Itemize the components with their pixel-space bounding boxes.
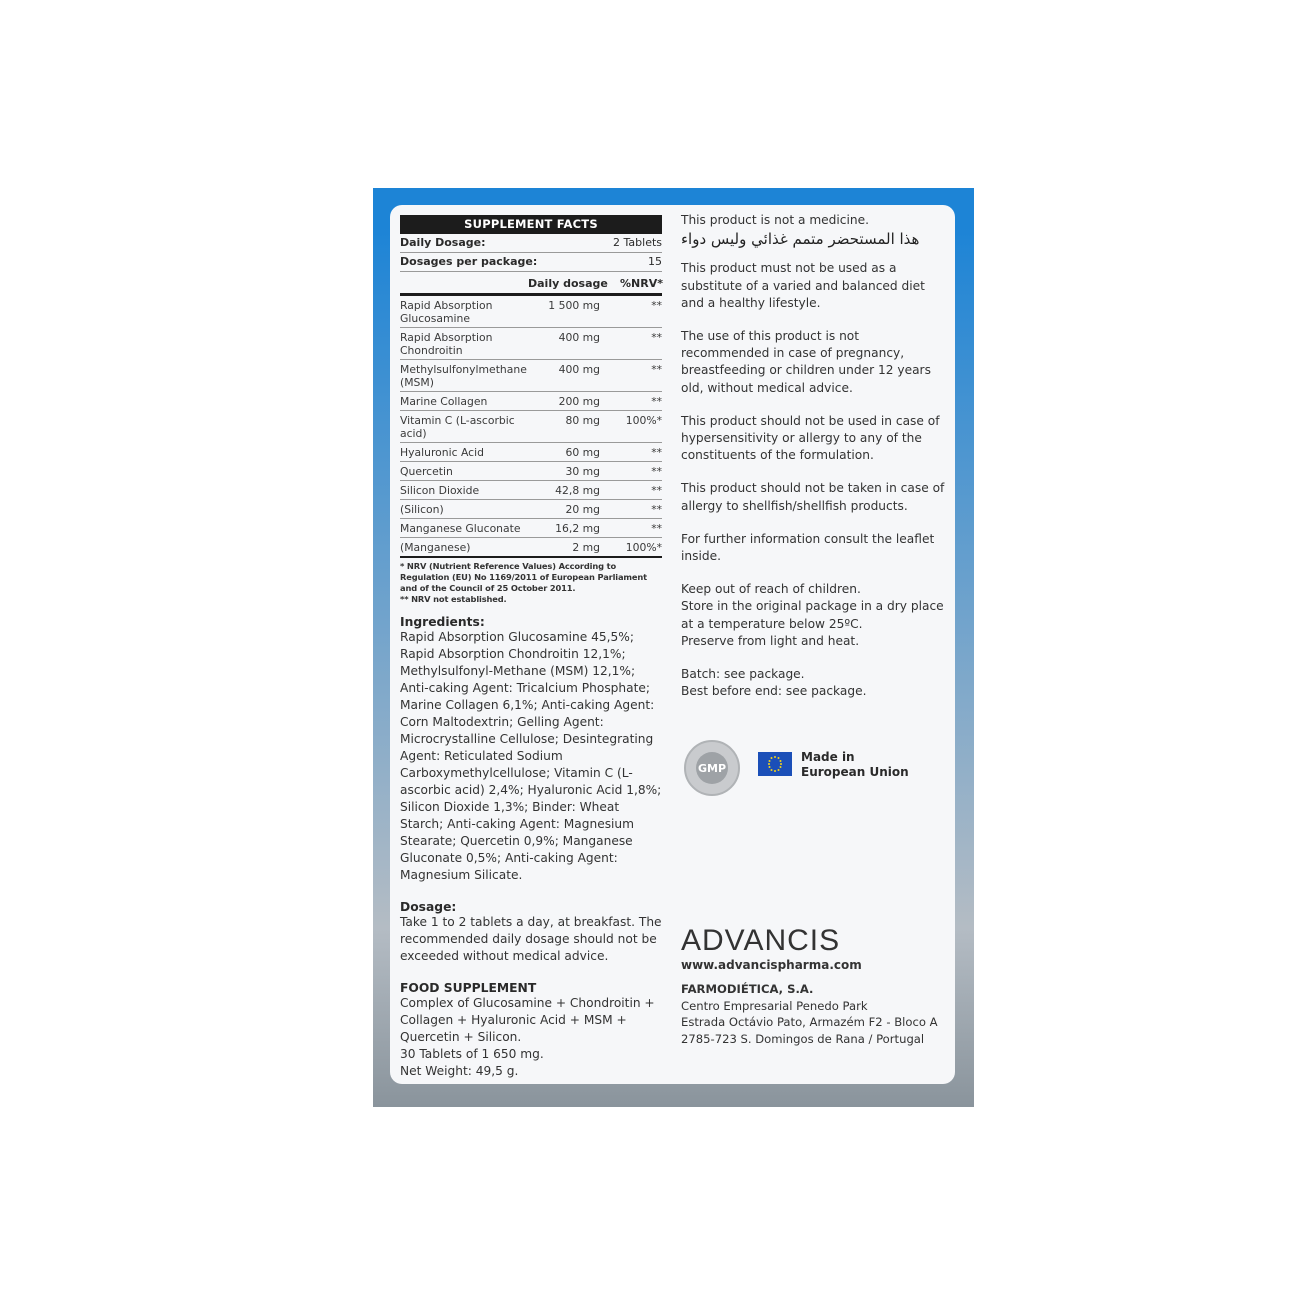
allergy-warning: This product should not be used in case of hypersensitivity or allergy to any of the constituents of the formulation. xyxy=(681,413,940,463)
pregnancy-warning: The use of this product is not recommended in case of pregnancy, breastfeeding or children under 12 years old, without medical advice. xyxy=(681,329,931,395)
nrv-not-established-footnote: ** NRV not established. xyxy=(400,594,507,604)
ingredient-name: Silicon Dioxide xyxy=(400,484,480,497)
ingredient-nrv: 100%* xyxy=(625,541,662,554)
ingredient-nrv: ** xyxy=(651,484,662,497)
ingredient-name: Marine Collagen xyxy=(400,395,488,408)
leaflet-note: For further information consult the leaflet inside. xyxy=(681,531,935,564)
ingredient-dose: 400 mg xyxy=(558,363,600,376)
table-row xyxy=(400,462,662,481)
left-column xyxy=(400,215,662,1080)
ingredient-name: Methylsulfonylmethane (MSM) xyxy=(400,363,527,389)
dosages-per-package-row xyxy=(400,253,662,272)
table-row xyxy=(400,411,662,443)
eu-flag-icon xyxy=(758,752,792,776)
table-row xyxy=(400,360,662,392)
ingredient-dose: 2 mg xyxy=(572,541,600,554)
shellfish-warning: This product should not be taken in case of allergy to shellfish/shellfish products. xyxy=(681,481,945,513)
gmp-badge-icon xyxy=(684,740,740,796)
col-daily-dosage: Daily dosage xyxy=(528,277,608,290)
table-row xyxy=(400,443,662,462)
storage-instructions: Store in the original package in a dry place at a temperature below 25ºC. xyxy=(681,599,944,631)
ingredient-nrv: ** xyxy=(651,363,662,376)
ingredient-nrv: ** xyxy=(651,446,662,459)
made-in-label: Made in xyxy=(801,750,855,764)
right-column xyxy=(681,212,951,700)
ingredient-name: Rapid Absorption Glucosamine xyxy=(400,299,493,325)
ingredient-name: Hyaluronic Acid xyxy=(400,446,484,459)
ingredient-dose: 200 mg xyxy=(558,395,600,408)
dosage-heading: Dosage: xyxy=(400,900,457,914)
made-in-eu-text xyxy=(801,750,909,780)
tablet-count: 30 Tablets of 1 650 mg. xyxy=(400,1047,544,1061)
ingredient-dose: 20 mg xyxy=(565,503,600,516)
best-before-note: Best before end: see package. xyxy=(681,684,867,699)
gmp-label: GMP xyxy=(696,752,728,784)
dosages-per-package-value: 15 xyxy=(648,255,662,268)
light-heat-note: Preserve from light and heat. xyxy=(681,633,860,648)
not-medicine-text: This product is not a medicine. xyxy=(681,213,869,227)
ingredients-heading: Ingredients: xyxy=(400,615,485,629)
website-link: www.advancispharma.com xyxy=(681,958,862,972)
dosage-text: Take 1 to 2 tablets a day, at breakfast. The recommended daily dosage should not be exceeded without medical advice. xyxy=(400,915,662,963)
batch-note: Batch: see package. xyxy=(681,667,805,682)
table-row xyxy=(400,519,662,538)
ingredient-dose: 16,2 mg xyxy=(555,522,600,535)
ingredient-nrv: ** xyxy=(651,395,662,408)
ingredient-name: (Manganese) xyxy=(400,541,471,554)
ingredient-dose: 42,8 mg xyxy=(555,484,600,497)
address-line-1: Centro Empresarial Penedo Park xyxy=(681,998,868,1013)
address-line-2: Estrada Octávio Pato, Armazém F2 - Bloco A xyxy=(681,1015,938,1029)
ingredient-name: Manganese Gluconate xyxy=(400,522,521,535)
daily-dosage-label: Daily Dosage: xyxy=(400,236,486,249)
advancis-logo: ADVANCIS xyxy=(681,924,841,957)
ingredient-nrv: ** xyxy=(651,299,662,312)
supplement-facts-title: SUPPLEMENT FACTS xyxy=(400,215,662,234)
daily-dosage-row xyxy=(400,234,662,253)
ingredient-nrv: 100%* xyxy=(625,414,662,427)
ingredient-dose: 1 500 mg xyxy=(548,299,600,312)
ingredient-name: Quercetin xyxy=(400,465,453,478)
diet-warning: This product must not be used as a substitute of a varied and balanced diet and a healthy lifestyle. xyxy=(681,261,925,310)
ingredient-nrv: ** xyxy=(651,465,662,478)
ingredient-name: Vitamin C (L-ascorbic acid) xyxy=(400,414,515,440)
table-row xyxy=(400,500,662,519)
net-weight: Net Weight: 49,5 g. xyxy=(400,1064,519,1078)
arabic-notice: هذا المستحضر متمم غذائي وليس دواء xyxy=(681,230,920,249)
table-row xyxy=(400,538,662,558)
children-warning: Keep out of reach of children. xyxy=(681,582,861,597)
table-row xyxy=(400,296,662,328)
ingredient-dose: 400 mg xyxy=(558,331,600,344)
food-supplement-description: Complex of Glucosamine + Chondroitin + Collagen + Hyaluronic Acid + MSM + Quercetin + Silicon. xyxy=(400,996,655,1044)
table-row xyxy=(400,392,662,411)
table-row xyxy=(400,328,662,360)
table-row xyxy=(400,481,662,500)
facts-header xyxy=(400,272,662,296)
dosages-per-package-label: Dosages per package: xyxy=(400,255,538,268)
ingredient-name: (Silicon) xyxy=(400,503,444,516)
ingredient-nrv: ** xyxy=(651,503,662,516)
ingredient-nrv: ** xyxy=(651,331,662,344)
company-address xyxy=(681,981,938,1047)
company-name: FARMODIÉTICA, S.A. xyxy=(681,982,814,996)
ingredient-name: Rapid Absorption Chondroitin xyxy=(400,331,493,357)
col-nrv: %NRV* xyxy=(620,277,663,290)
daily-dosage-value: 2 Tablets xyxy=(613,236,662,249)
ingredient-dose: 80 mg xyxy=(565,414,600,427)
ingredients-text: Rapid Absorption Glucosamine 45,5%; Rapid Absorption Chondroitin 12,1%; Methylsulfonyl-Methane (MSM) 12,1%; Anti-caking Agent: Tricalcium Phosphate; Marine Collagen 6,1%; Anti-caking Agent: Corn Maltodextrin; Gelling Agent: Microcrystalline Cellulose; Desintegrating Agent: Reticulated Sodium Carboxymethylcellulose; Vitamin C (L-ascorbic acid) 2,4%; Hyaluronic Acid 1,8%; Silicon Dioxide 1,3%; Binder: Wheat Starch; Anti-caking Agent: Magnesium Stearate; Quercetin 0,9%; Manganese Gluconate 0,5%; Anti-caking Agent: Magnesium Silicate. xyxy=(400,630,662,882)
european-union-label: European Union xyxy=(801,765,909,779)
ingredient-dose: 30 mg xyxy=(565,465,600,478)
ingredient-nrv: ** xyxy=(651,522,662,535)
food-supplement-heading: FOOD SUPPLEMENT xyxy=(400,981,537,995)
nrv-footnote: * NRV (Nutrient Reference Values) According to Regulation (EU) No 1169/2011 of European Parliament and of the Council of 25 October 2011. xyxy=(400,561,647,593)
address-line-3: 2785-723 S. Domingos de Rana / Portugal xyxy=(681,1031,925,1046)
ingredient-dose: 60 mg xyxy=(565,446,600,459)
